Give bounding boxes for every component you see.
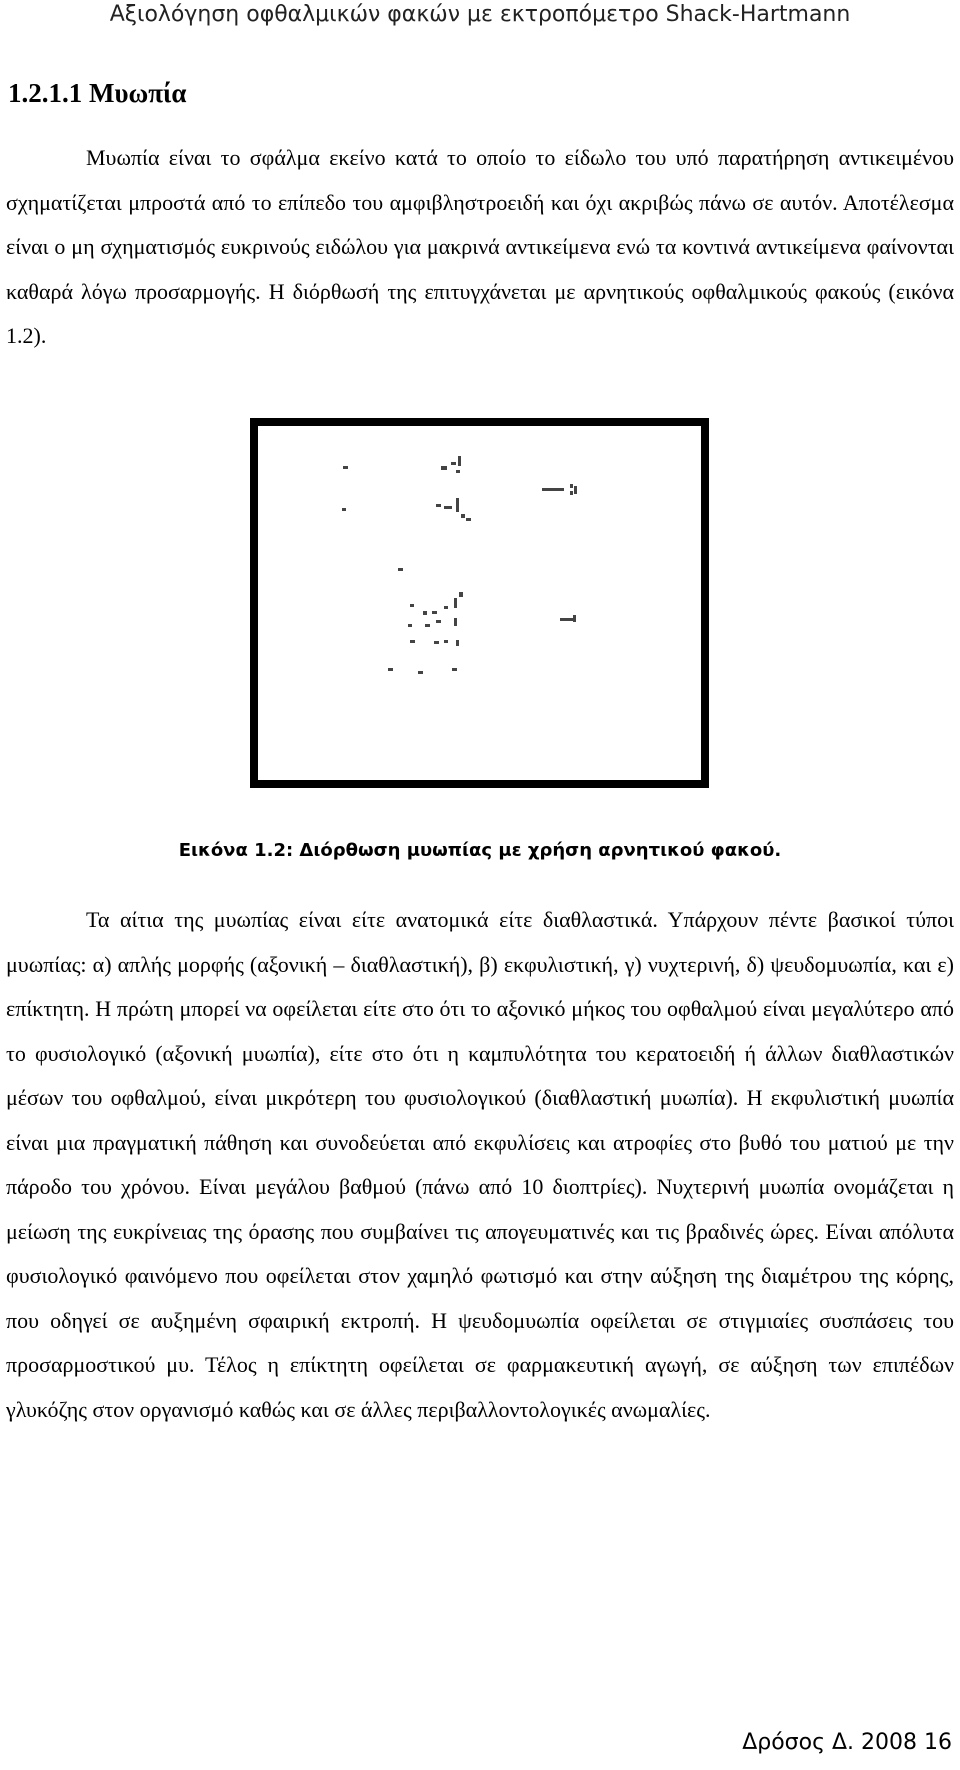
dot (570, 491, 573, 495)
dot (408, 624, 412, 627)
dot (542, 488, 564, 491)
dot (466, 518, 471, 521)
dot (343, 466, 348, 469)
dot (461, 514, 465, 518)
dot (425, 624, 430, 627)
dot (342, 508, 346, 511)
page-header: Αξιολόγηση οφθαλμικών φακών με εκτροπόμετρο Shack-Hartmann (109, 2, 851, 27)
dot (423, 611, 427, 615)
figure-image (250, 418, 709, 788)
dot (418, 671, 423, 674)
paragraph-1-text: Μυωπία είναι το σφάλμα εκείνο κατά το οποίο το είδωλο του υπό παρατήρηση αντικειμένου σχηματίζεται μπροστά από το επίπεδο του αμφιβληστροειδή και όχι ακριβώς πάνω σε αυτόν. Αποτέλεσμα είναι ο μη σχηματισμός ευκρινούς ειδώλου για μακρινά αντικείμενα ενώ τα κοντινά αντικείμενα φαίνονται καθαρά λόγω προσαρμογής. Η διόρθωσή της επιτυγχάνεται με αρνητικούς οφθαλμικούς φακούς (εικόνα 1.2). (6, 145, 954, 348)
dot (434, 641, 439, 644)
dot (454, 618, 457, 626)
dot (436, 620, 441, 623)
paragraph-2 (6, 898, 954, 1432)
dot (441, 466, 447, 470)
dot (436, 504, 441, 507)
dot (454, 598, 457, 608)
dot (456, 640, 459, 646)
dot (574, 486, 577, 494)
dot (398, 568, 403, 571)
section-heading: 1.2.1.1 Μυωπία (8, 78, 187, 108)
dot (456, 470, 460, 473)
paragraph-2-text: Τα αίτια της μυωπίας είναι είτε ανατομικά είτε διαθλαστικά. Υπάρχουν πέντε βασικοί τύποι μυωπίας: α) απλής μορφής (αξονική – διαθλαστική), β) εκφυλιστική, γ) νυχτερινή, δ) ψευδομυωπία, και ε) επίκτητη. Η πρώτη μπορεί να οφείλεται είτε στο ότι το αξονικό μήκος του οφθαλμού είναι μεγαλύτερο από το φυσιολογικό (αξονική μυωπία), είτε στο ότι η καμπυλότητα του κερατοειδή ή άλλων διαθλαστικών μέσων του οφθαλμού, είναι μικρότερη του φυσιολογικού (διαθλαστική μυωπία). Η εκφυλιστική μυωπία είναι μια πραγματική πάθηση και συνοδεύεται από εκφυλίσεις και ατροφίες στο βυθό του ματιού με την πάροδο του χρόνου. Είναι μεγάλου βαθμού (πάνω από 10 διοπτρίες). Νυχτερινή μυωπία ονομάζεται η μείωση της ευκρίνειας της όρασης που συμβαίνει τις απογευματινές και τις βραδινές ώρες. Είναι απόλυτα φυσιολογικό φαινόμενο που οφείλεται στον χαμηλό φωτισμό και στην αύξηση της διαμέτρου της κόρης, που οδηγεί σε αυξημένη σφαιρική εκτροπή. Η ψευδομυωπία οφείλεται σε στιγμιαίες συσπάσεις του προσαρμοστικού μυ. Τέλος η επίκτητη οφείλεται σε φαρμακευτική αγωγή, σε αύξηση των επιπέδων γλυκόζης στον οργανισμό καθώς και σε άλλες περιβαλλοντολογικές ανωμαλίες. (6, 907, 954, 1422)
dot (459, 592, 463, 597)
dot (573, 615, 576, 622)
figure-caption: Εικόνα 1.2: Διόρθωση μυωπίας με χρήση αρνητικού φακού. (178, 840, 782, 861)
figure-dots-illustration (258, 426, 701, 780)
dot (452, 668, 457, 671)
dot (432, 611, 437, 614)
dot (410, 640, 415, 643)
dot (570, 484, 573, 488)
dot (444, 506, 452, 509)
dot (560, 618, 574, 621)
dot (388, 668, 393, 671)
dot (410, 604, 414, 607)
page-footer: Δρόσος Δ. 2008 16 (742, 1730, 952, 1755)
dot (444, 640, 448, 643)
dot (444, 606, 448, 609)
dot (456, 498, 459, 512)
dot (458, 456, 461, 466)
dot (451, 462, 456, 465)
paragraph-1 (6, 136, 954, 359)
